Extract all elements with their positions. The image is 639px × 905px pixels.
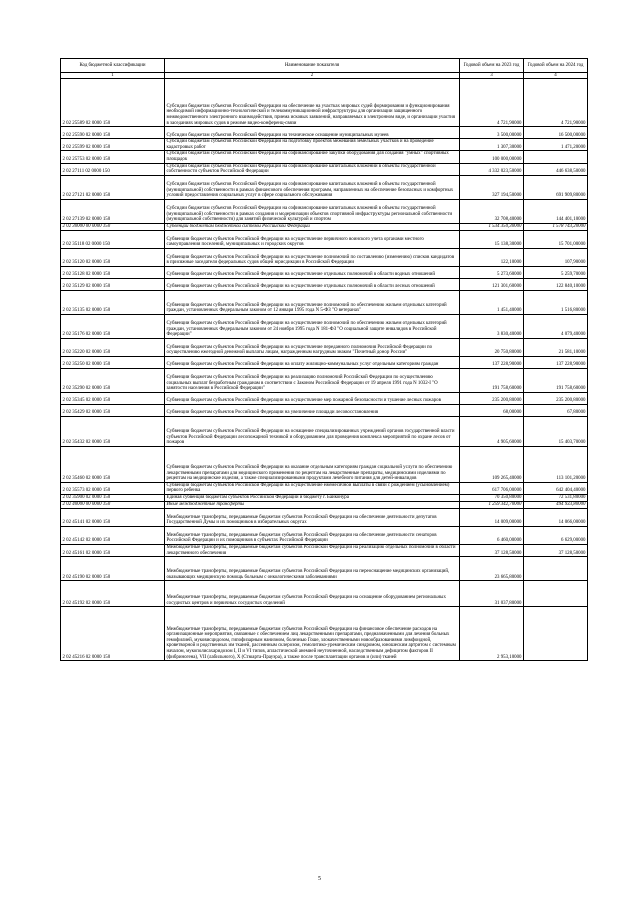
header-name: Наименование показателя — [165, 59, 460, 73]
row-2024-value: 642 404,40000 — [524, 482, 588, 494]
row-name-cell: Субвенции бюджетам субъектов Российской Федерации на осуществление полномочий по составлению (изменению) списков кандидатов в присяжные заседатели федеральных судов общей юрисдикции в Российской Федерации — [165, 248, 460, 266]
table-row — [61, 230, 588, 248]
row-2024-value: 191 758,60000 — [524, 368, 588, 392]
row-name-cell: Межбюджетные трансферты, передаваемые бюджетам субъектов Российской Федерации на реализацию отдельных полномочий в области лекарственного обеспечения — [165, 544, 460, 556]
table-row — [61, 338, 588, 356]
row-name-cell: Субвенции бюджетам субъектов Российской Федерации на оплату жилищно-коммунальных услуг отдельным категориям граждан — [165, 356, 460, 368]
row-name-cell: Субвенции бюджетам субъектов Российской Федерации на осуществление полномочий по обеспечению жильем отдельных категорий граждан, установленных Федеральным законом от 24 ноября 1995 года N 181-ФЗ "О социальной защите инвалидов в Российской Федерации" — [165, 314, 460, 338]
row-2023-value: 137 228,90000 — [460, 356, 524, 368]
row-2024-value — [524, 557, 588, 581]
row-name-cell: Субсидии бюджетам субъектов Российской Федерации на софинансирование капитальных вложений в объекты государственной (муниципальной) собственности в рамках финансового обеспечения программ, направленных на обеспечение безопасных и комфортных условий предоставления социальных услуг в сфере социального обслуживания — [165, 175, 460, 199]
index-cell: 1 — [61, 73, 165, 79]
table-row — [61, 416, 588, 446]
row-code-cell: 2 02 45190 02 0000 150 — [61, 557, 165, 581]
row-name-cell: Субсидии бюджетам субъектов Российской Федерации на софинансирование капитальных вложений в объекты государственной собственности субъектов Российской Федерации — [165, 163, 460, 175]
row-2024-value: 137 228,90000 — [524, 356, 588, 368]
row-2024-value: 691 909,80000 — [524, 175, 588, 199]
row-code-cell: 2 02 35128 02 0000 150 — [61, 266, 165, 278]
table-header-row — [61, 59, 588, 73]
index-cell: 2 — [165, 73, 460, 79]
row-code-cell: 2 02 30000 00 0000 150 — [61, 223, 165, 230]
row-code-cell: 2 02 27121 02 0000 150 — [61, 175, 165, 199]
row-code-cell: 2 02 35290 02 0000 150 — [61, 368, 165, 392]
row-code-cell: 2 02 35432 02 0000 150 — [61, 416, 165, 446]
row-2023-value: 109 265,40000 — [460, 446, 524, 482]
row-code-cell: 2 02 40000 00 0000 150 — [61, 501, 165, 508]
row-2024-value: 1 471,20000 — [524, 139, 588, 151]
table-row — [61, 139, 588, 151]
row-2023-value: 4 905,60000 — [460, 416, 524, 446]
row-name-cell: Субвенции бюджетам субъектов Российской Федерации на осуществление полномочий по обеспечению жильем отдельных категорий граждан, установленных Федеральным законом от 12 января 1995 года N 5-ФЗ "О ветеранах" — [165, 290, 460, 314]
table-row — [61, 581, 588, 607]
row-code-cell: 2 02 25589 02 0000 150 — [61, 79, 165, 127]
row-2023-value: 1 451,40000 — [460, 290, 524, 314]
row-2024-value: 144 401,10000 — [524, 199, 588, 223]
row-code-cell: 2 02 35176 02 0000 150 — [61, 314, 165, 338]
row-2024-value: 16 500,00000 — [524, 127, 588, 139]
row-2024-value: 67,80000 — [524, 404, 588, 416]
row-code-cell: 2 02 35460 02 0000 150 — [61, 446, 165, 482]
row-2023-value: 37 128,50000 — [460, 544, 524, 556]
table-row — [61, 404, 588, 416]
row-name-cell: Субвенции бюджетам субъектов Российской Федерации на осуществление отдельных полномочий в области лесных отношений — [165, 278, 460, 290]
row-name-cell: Субсидии бюджетам субъектов Российской Федерации на софинансирование капитальных вложений в объекты государственной (муниципальной) собственности в рамках создания и модернизации объектов спортивной инфраструктуры региональной собственности (муниципальной собственности) для занятий физической культурой и спортом — [165, 199, 460, 223]
row-code-cell: 2 02 35220 02 0000 150 — [61, 338, 165, 356]
row-2023-value: 235 200,80000 — [460, 392, 524, 404]
row-2024-value: 235 200,80000 — [524, 392, 588, 404]
row-code-cell: 2 02 45142 02 0000 150 — [61, 526, 165, 544]
row-name-cell: Субвенции бюджетам субъектов Российской Федерации на осуществление мер пожарной безопасности и тушение лесных пожаров — [165, 392, 460, 404]
row-2024-value: 122 840,10000 — [524, 278, 588, 290]
row-code-cell: 2 02 35900 02 0000 150 — [61, 494, 165, 501]
row-code-cell: 2 02 35118 02 0000 150 — [61, 230, 165, 248]
row-code-cell: 2 02 45141 02 0000 150 — [61, 508, 165, 526]
row-name-cell: Субвенции бюджетам субъектов Российской Федерации на оснащение специализированных учреждений органов государственной власти субъектов Российской Федерации лесопожарной техникой и оборудованием для проведения комплекса мероприятий по охране лесов от пожаров — [165, 416, 460, 446]
row-2024-value: 72 531,80000 — [524, 494, 588, 501]
row-code-cell: 2 02 25590 02 0000 150 — [61, 127, 165, 139]
row-code-cell: 2 02 27139 02 0000 150 — [61, 199, 165, 223]
row-name-cell: Субвенции бюджетам субъектов Российской Федерации на осуществление переданного полномочия Российской Федерации по осуществлению ежегодной денежной выплаты лицам, награжденным нагрудным знаком "Почетный донор России" — [165, 338, 460, 356]
row-code-cell: 2 02 25753 02 0000 150 — [61, 151, 165, 163]
row-2023-value: 20 750,80000 — [460, 338, 524, 356]
table-row — [61, 163, 588, 175]
row-2023-value: 617 706,00000 — [460, 482, 524, 494]
row-name-cell: Межбюджетные трансферты, передаваемые бюджетам субъектов Российской Федерации на финансовое обеспечение расходов на организационные мероприятия, связанные с обеспечением лиц лекарственными препаратами, предназначенными для лечения больных гемофилией, муковисцидозом, гипофизарным нанизмом, болезнью Гоше, злокачественными новообразованиями лимфоидной, кроветворной и родственных им тканей, рассеянным склерозом, гемолитико-уремическим синдромом, юношеским артритом с системным началом, мукополисахаридозом I, II и VI типов, апластической анемией неуточненной, наследственным дефицитом факторов II (фибриногена), VII (лабильного), X (Стюарта-Прауэра), а также после трансплантации органов и (или) тканей — [165, 607, 460, 661]
row-2023-value: 1 307,30000 — [460, 139, 524, 151]
row-name-cell: Субвенции бюджетам субъектов Российской Федерации на увеличение площади лесовосстановления — [165, 404, 460, 416]
header-2023: Годовой объем на 2023 год — [460, 59, 524, 73]
budget-table — [60, 58, 588, 661]
header-code: Код бюджетной классификации — [61, 59, 165, 73]
row-code-cell: 2 02 45161 02 0000 150 — [61, 544, 165, 556]
row-2023-value: 100 000,00000 — [460, 151, 524, 163]
table-row — [61, 501, 588, 508]
row-2024-value: 21 581,10000 — [524, 338, 588, 356]
row-2023-value: 327 194,50000 — [460, 175, 524, 199]
table-row — [61, 368, 588, 392]
row-2023-value: 70 350,80000 — [460, 494, 524, 501]
row-code-cell: 2 02 35429 02 0000 150 — [61, 404, 165, 416]
table-row — [61, 278, 588, 290]
row-name-cell: Субсидии бюджетам субъектов Российской Федерации на софинансирование закупки оборудования для создания "умных" спортивных площадок — [165, 151, 460, 163]
row-name-cell: Межбюджетные трансферты, передаваемые бюджетам субъектов Российской Федерации на оснащение оборудованием региональных сосудистых центров и первичных сосудистых отделений — [165, 581, 460, 607]
header-2024: Годовой объем на 2024 год — [524, 59, 588, 73]
table-row — [61, 557, 588, 581]
row-2024-value: 4 079,40000 — [524, 314, 588, 338]
table-row — [61, 446, 588, 482]
row-2024-value: 1 516,80000 — [524, 290, 588, 314]
row-2024-value: 15 701,00000 — [524, 230, 588, 248]
row-2023-value: 191 758,60000 — [460, 368, 524, 392]
table-row — [61, 223, 588, 230]
row-2023-value: 5 273,60000 — [460, 266, 524, 278]
row-2024-value — [524, 607, 588, 661]
table-row — [61, 607, 588, 661]
page-number: 5 — [318, 876, 321, 882]
row-2024-value: 15 403,70000 — [524, 416, 588, 446]
row-2023-value: 68,00000 — [460, 404, 524, 416]
row-name-cell: Единая субвенция бюджетам субъектов Российской Федерации и бюджету г. Байконура — [165, 494, 460, 501]
row-2024-value: 494 933,80000 — [524, 501, 588, 508]
row-code-cell: 2 02 45216 02 0000 150 — [61, 607, 165, 661]
row-name-cell: Межбюджетные трансферты, передаваемые бюджетам субъектов Российской Федерации на обеспечение деятельности сенаторов Российской Федерации и их помощников в субъектах Российской Федерации — [165, 526, 460, 544]
row-2024-value: 6 629,00000 — [524, 526, 588, 544]
row-2023-value: 122,10000 — [460, 248, 524, 266]
row-2023-value: 2 953,10000 — [460, 607, 524, 661]
table-row — [61, 151, 588, 163]
row-name-cell: Субвенции бюджетам субъектов Российской Федерации на реализацию полномочий Российской Федерации по осуществлению социальных выплат безработным гражданам в соответствии с Законом Российской Федерации от 19 апреля 1991 года N 1032-I "О занятости населения в Российской Федерации" — [165, 368, 460, 392]
row-code-cell: 2 02 35129 02 0000 150 — [61, 278, 165, 290]
row-2023-value: 23 665,80000 — [460, 557, 524, 581]
row-2023-value: 1 259 342,70000 — [460, 501, 524, 508]
row-name-cell: Субвенции бюджетам субъектов Российской Федерации на осуществление ежемесячной выплаты в связи с рождением (усыновлением) первого ребенка — [165, 482, 460, 494]
row-name-cell: Межбюджетные трансферты, передаваемые бюджетам субъектов Российской Федерации на переоснащение медицинских организаций, оказывающих медицинскую помощь больным с онкологическими заболеваниями — [165, 557, 460, 581]
row-2023-value: 6 460,00000 — [460, 526, 524, 544]
row-name-cell: Субвенции бюджетам субъектов Российской Федерации на оказание отдельным категориям граждан социальной услуги по обеспечению лекарственными препаратами для медицинского применения по рецептам на лекарственные препараты, медицинскими изделиями по рецептам на медицинские изделия, а также специализированными продуктами лечебного питания для детей-инвалидов — [165, 446, 460, 482]
row-code-cell: 2 02 35250 02 0000 150 — [61, 356, 165, 368]
table-row — [61, 526, 588, 544]
row-2024-value: 5 259,70000 — [524, 266, 588, 278]
table-body — [61, 79, 588, 661]
row-2024-value — [524, 581, 588, 607]
row-code-cell: 2 02 25599 02 0000 150 — [61, 139, 165, 151]
row-2023-value: 31 037,80000 — [460, 581, 524, 607]
row-name-cell: Субвенции бюджетам субъектов Российской Федерации на осуществление первичного воинского учета органами местного самоуправления поселений, муниципальных и городских округов — [165, 230, 460, 248]
row-2024-value: 1 578 743,20000 — [524, 223, 588, 230]
table-row — [61, 482, 588, 494]
table-row — [61, 127, 588, 139]
row-name-cell: Субсидии бюджетам субъектов Российской Федерации на подготовку проектов межевания земельных участков и на проведение кадастровых работ — [165, 139, 460, 151]
row-2024-value: 113 101,20000 — [524, 446, 588, 482]
row-code-cell: 2 02 35345 02 0000 150 — [61, 392, 165, 404]
table-row — [61, 392, 588, 404]
row-2023-value: 14 009,00000 — [460, 508, 524, 526]
table-row — [61, 356, 588, 368]
row-name-cell: Субсидии бюджетам субъектов Российской Федерации на техническое оснащение муниципальных музеев — [165, 127, 460, 139]
table-row — [61, 290, 588, 314]
row-2023-value: 15 138,30000 — [460, 230, 524, 248]
table-row — [61, 248, 588, 266]
row-name-cell: Субвенции бюджетам бюджетной системы Российской Федерации — [165, 223, 460, 230]
table-row — [61, 494, 588, 501]
budget-table-page — [60, 58, 587, 661]
table-row — [61, 508, 588, 526]
table-row — [61, 266, 588, 278]
row-code-cell: 2 02 35120 02 0000 150 — [61, 248, 165, 266]
index-cell: 4 — [524, 73, 588, 79]
row-name-cell: Иные межбюджетные трансферты — [165, 501, 460, 508]
row-2024-value: 446 638,50000 — [524, 163, 588, 175]
row-name-cell: Субсидии бюджетам субъектов Российской Федерации на обеспечение на участках мировых судей формирования и функционирования необходимой информационно-технологической и телекоммуникационной инфраструктуры для организации защищенного межведомственного электронного взаимодействия, приема исковых заявлений, направляемых в электронном виде, и организации участия в заседаниях мировых судов в режиме видео-конференц-связи — [165, 79, 460, 127]
table-row — [61, 175, 588, 199]
row-2023-value: 4 332 023,50000 — [460, 163, 524, 175]
table-row — [61, 79, 588, 127]
row-2023-value: 1 534 350,30000 — [460, 223, 524, 230]
row-2024-value: 14 066,00000 — [524, 508, 588, 526]
table-row — [61, 544, 588, 556]
row-name-cell: Субвенции бюджетам субъектов Российской Федерации на осуществление отдельных полномочий в области водных отношений — [165, 266, 460, 278]
row-code-cell: 2 02 45192 02 0000 150 — [61, 581, 165, 607]
row-2024-value — [524, 151, 588, 163]
table-row — [61, 199, 588, 223]
row-2023-value: 4 721,90000 — [460, 79, 524, 127]
row-code-cell: 2 02 27111 02 0000 150 — [61, 163, 165, 175]
row-2024-value: 107,90000 — [524, 248, 588, 266]
row-code-cell: 2 02 35573 02 0000 150 — [61, 482, 165, 494]
row-name-cell: Межбюджетные трансферты, передаваемые бюджетам субъектов Российской Федерации на обеспечение деятельности депутатов Государственной Думы и их помощников в избирательных округах — [165, 508, 460, 526]
row-code-cell: 2 02 35135 02 0000 150 — [61, 290, 165, 314]
table-row — [61, 314, 588, 338]
row-2024-value: 4 721,90000 — [524, 79, 588, 127]
row-2023-value: 121 301,60000 — [460, 278, 524, 290]
row-2023-value: 3 830,40000 — [460, 314, 524, 338]
index-cell: 3 — [460, 73, 524, 79]
row-2023-value: 32 708,40000 — [460, 199, 524, 223]
row-2023-value: 3 500,00000 — [460, 127, 524, 139]
row-2024-value: 37 128,50000 — [524, 544, 588, 556]
